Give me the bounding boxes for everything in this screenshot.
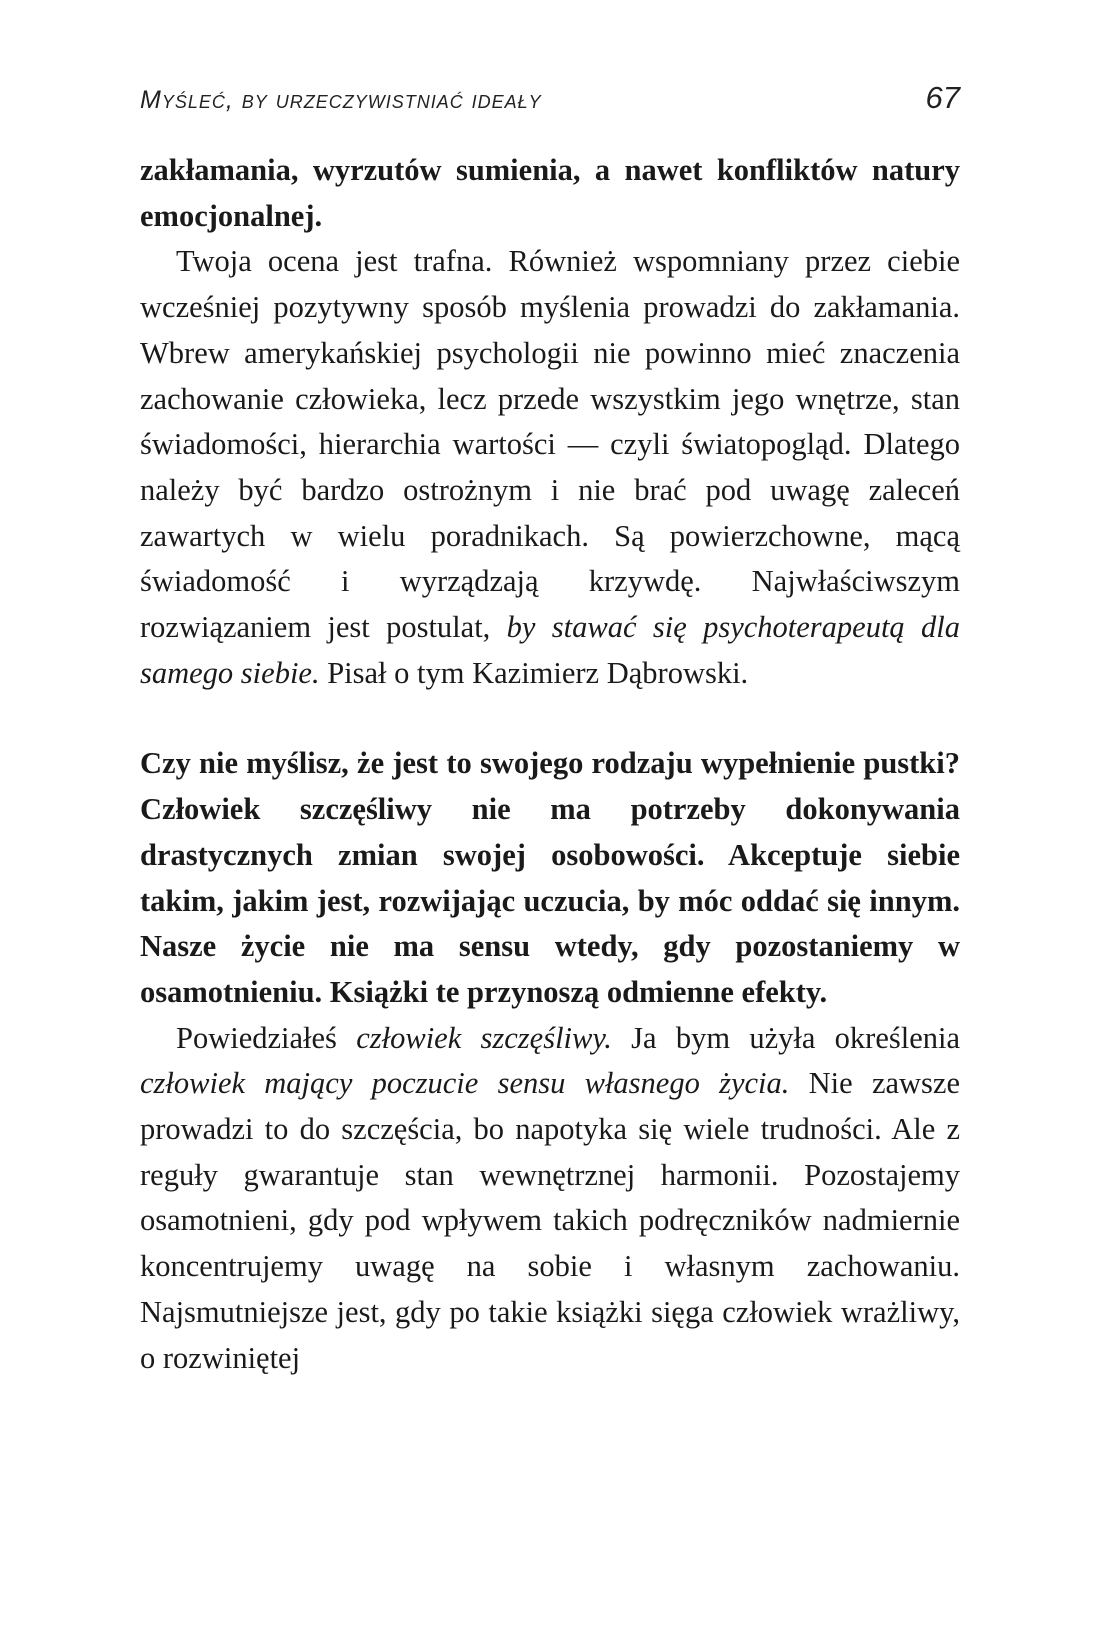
- body-text: [140, 148, 960, 1381]
- answer-text: Twoja ocena jest trafna. Również wspomniany przez ciebie wcześniej pozytywny sposób myślenia prowadzi do zakłamania. Wbrew amerykańskiej psychologii nie powinno mieć znaczenia zachowanie człowieka, lecz przede wszystkim jego wnętrze, stan świadomości, hierarchia wartości — czyli światopogląd. Dlatego należy być bardzo ostrożnym i nie brać pod uwagę zaleceń zawartych w wielu poradnikach. Są powierzchowne, mącą świadomość i wyrządzają krzywdę. Najwłaściwszym rozwiązaniem jest postulat,: [140, 244, 960, 645]
- chapter-title: Myśleć, by urzeczywistniać ideały: [140, 86, 542, 114]
- answer-text-end: Pisał o tym Kazimierz Dąbrowski.: [319, 655, 749, 690]
- answer-paragraph: [140, 1016, 960, 1382]
- running-header: [140, 80, 960, 126]
- answer-italic-phrase: człowiek mający poczucie sensu własnego życia.: [140, 1066, 790, 1101]
- answer-text: Powiedziałeś: [176, 1020, 357, 1055]
- answer-text: Ja bym użyła określenia: [611, 1020, 960, 1055]
- answer-paragraph: [140, 239, 960, 696]
- answer-italic-phrase: człowiek szczęśliwy.: [356, 1020, 612, 1055]
- answer-italic-phrase: by stawać się psychoterapeutą dla samego siebie.: [140, 610, 961, 690]
- page-number: 67: [925, 80, 960, 115]
- paragraph-gap: [140, 696, 960, 741]
- question-paragraph-continued: zakłamania, wyrzutów sumienia, a nawet konfliktów natury emocjonalnej.: [140, 153, 960, 233]
- question-paragraph: Czy nie myślisz, że jest to swojego rodzaju wypełnienie pustki? Człowiek szczęśliwy nie ma potrzeby dokonywania drastycznych zmian swojej osobowości. Akceptuje siebie takim, jakim jest, rozwijając uczucia, by móc oddać się innym. Nasze życie nie ma sensu wtedy, gdy pozostaniemy w osamotnieniu. Książki te przynoszą odmienne efekty.: [140, 746, 960, 1009]
- answer-text-end: Nie zawsze prowadzi to do szczęścia, bo napotyka się wiele trudności. Ale z reguły gwarantuje stan wewnętrznej harmonii. Pozostajemy osamotnieni, gdy pod wpływem takich podręczników nadmiernie koncentrujemy uwagę na sobie i własnym zachowaniu. Najsmutniejsze jest, gdy po takie książki sięga człowiek wrażliwy, o rozwiniętej: [140, 1066, 960, 1375]
